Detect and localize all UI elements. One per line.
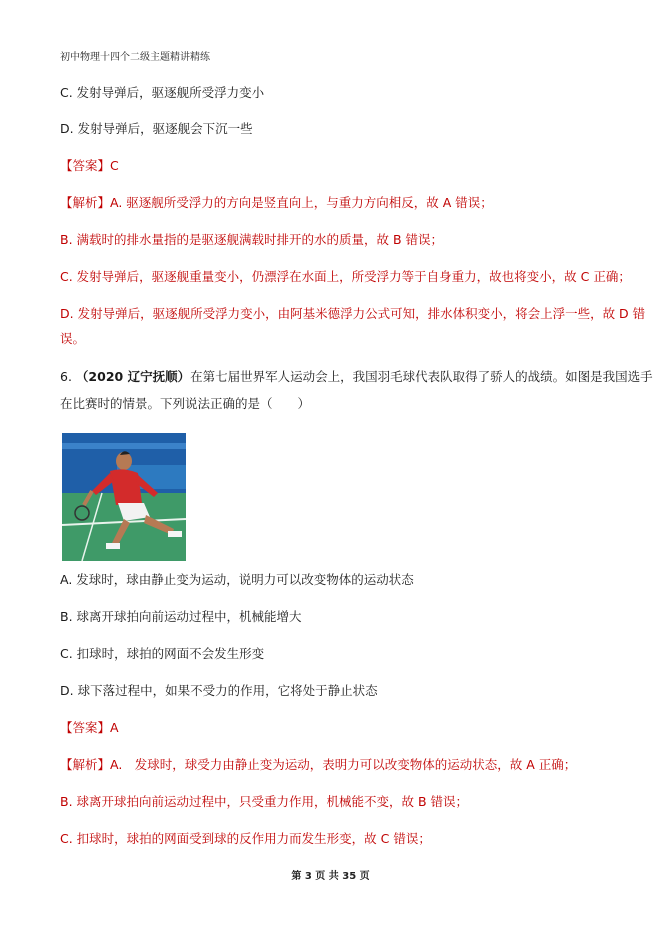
analysis-line-c: C. 发射导弹后，驱逐舰重量变小，仍漂浮在水面上，所受浮力等于自身重力，故也将变小，故 C 正确；	[60, 269, 631, 284]
analysis-line-d-cont: 误。	[60, 331, 86, 346]
answer-label-q6: 【答案】A	[60, 720, 119, 735]
question-stem-2: 在比赛时的情景。下列说法正确的是（ ）	[60, 396, 311, 411]
analysis-line-b: B. 满载时的排水量指的是驱逐舰满载时排开的水的质量，故 B 错误；	[60, 232, 444, 247]
question-option-c: C. 扣球时，球拍的网面不会发生形变	[60, 646, 265, 661]
analysis-line-a: 【解析】A. 驱逐舰所受浮力的方向是竖直向上，与重力方向相反，故 A 错误；	[60, 195, 493, 210]
question-option-d: D. 球下落过程中，如果不受力的作用，它将处于静止状态	[60, 683, 378, 698]
analysis-q6-b: B. 球离开球拍向前运动过程中，只受重力作用，机械能不变，故 B 错误；	[60, 794, 469, 809]
analysis-q6-a: 【解析】A. 发球时，球受力由静止变为运动，表明力可以改变物体的运动状态，故 A 正确；	[60, 757, 577, 772]
option-c: C. 发射导弹后，驱逐舰所受浮力变小	[60, 85, 265, 100]
analysis-q6-c: C. 扣球时，球拍的网面受到球的反作用力而发生形变，故 C 错误；	[60, 831, 431, 846]
badminton-player-photo	[62, 433, 186, 561]
answer-label: 【答案】C	[60, 158, 119, 173]
badminton-player-illustration	[62, 433, 186, 561]
analysis-line-d: D. 发射导弹后，驱逐舰所受浮力变小，由阿基米德浮力公式可知，排水体积变小，将会上浮一些，故 D 错	[60, 306, 646, 321]
question-6-stem	[60, 368, 653, 386]
question-option-a: A. 发球时，球由静止变为运动，说明力可以改变物体的运动状态	[60, 572, 414, 587]
option-d: D. 发射导弹后，驱逐舰会下沉一些	[60, 121, 253, 136]
page-header: 初中物理十四个二级主题精讲精练	[60, 52, 210, 63]
question-option-b: B. 球离开球拍向前运动过程中，机械能增大	[60, 609, 302, 624]
question-source: （2020 辽宁抚顺）	[75, 369, 191, 384]
question-stem-1: 在第七届世界军人运动会上，我国羽毛球代表队取得了骄人的战绩。如图是我国选手	[190, 369, 653, 384]
page-footer: 第 3 页 共 35 页	[291, 871, 370, 882]
question-number: 6.	[60, 369, 72, 384]
